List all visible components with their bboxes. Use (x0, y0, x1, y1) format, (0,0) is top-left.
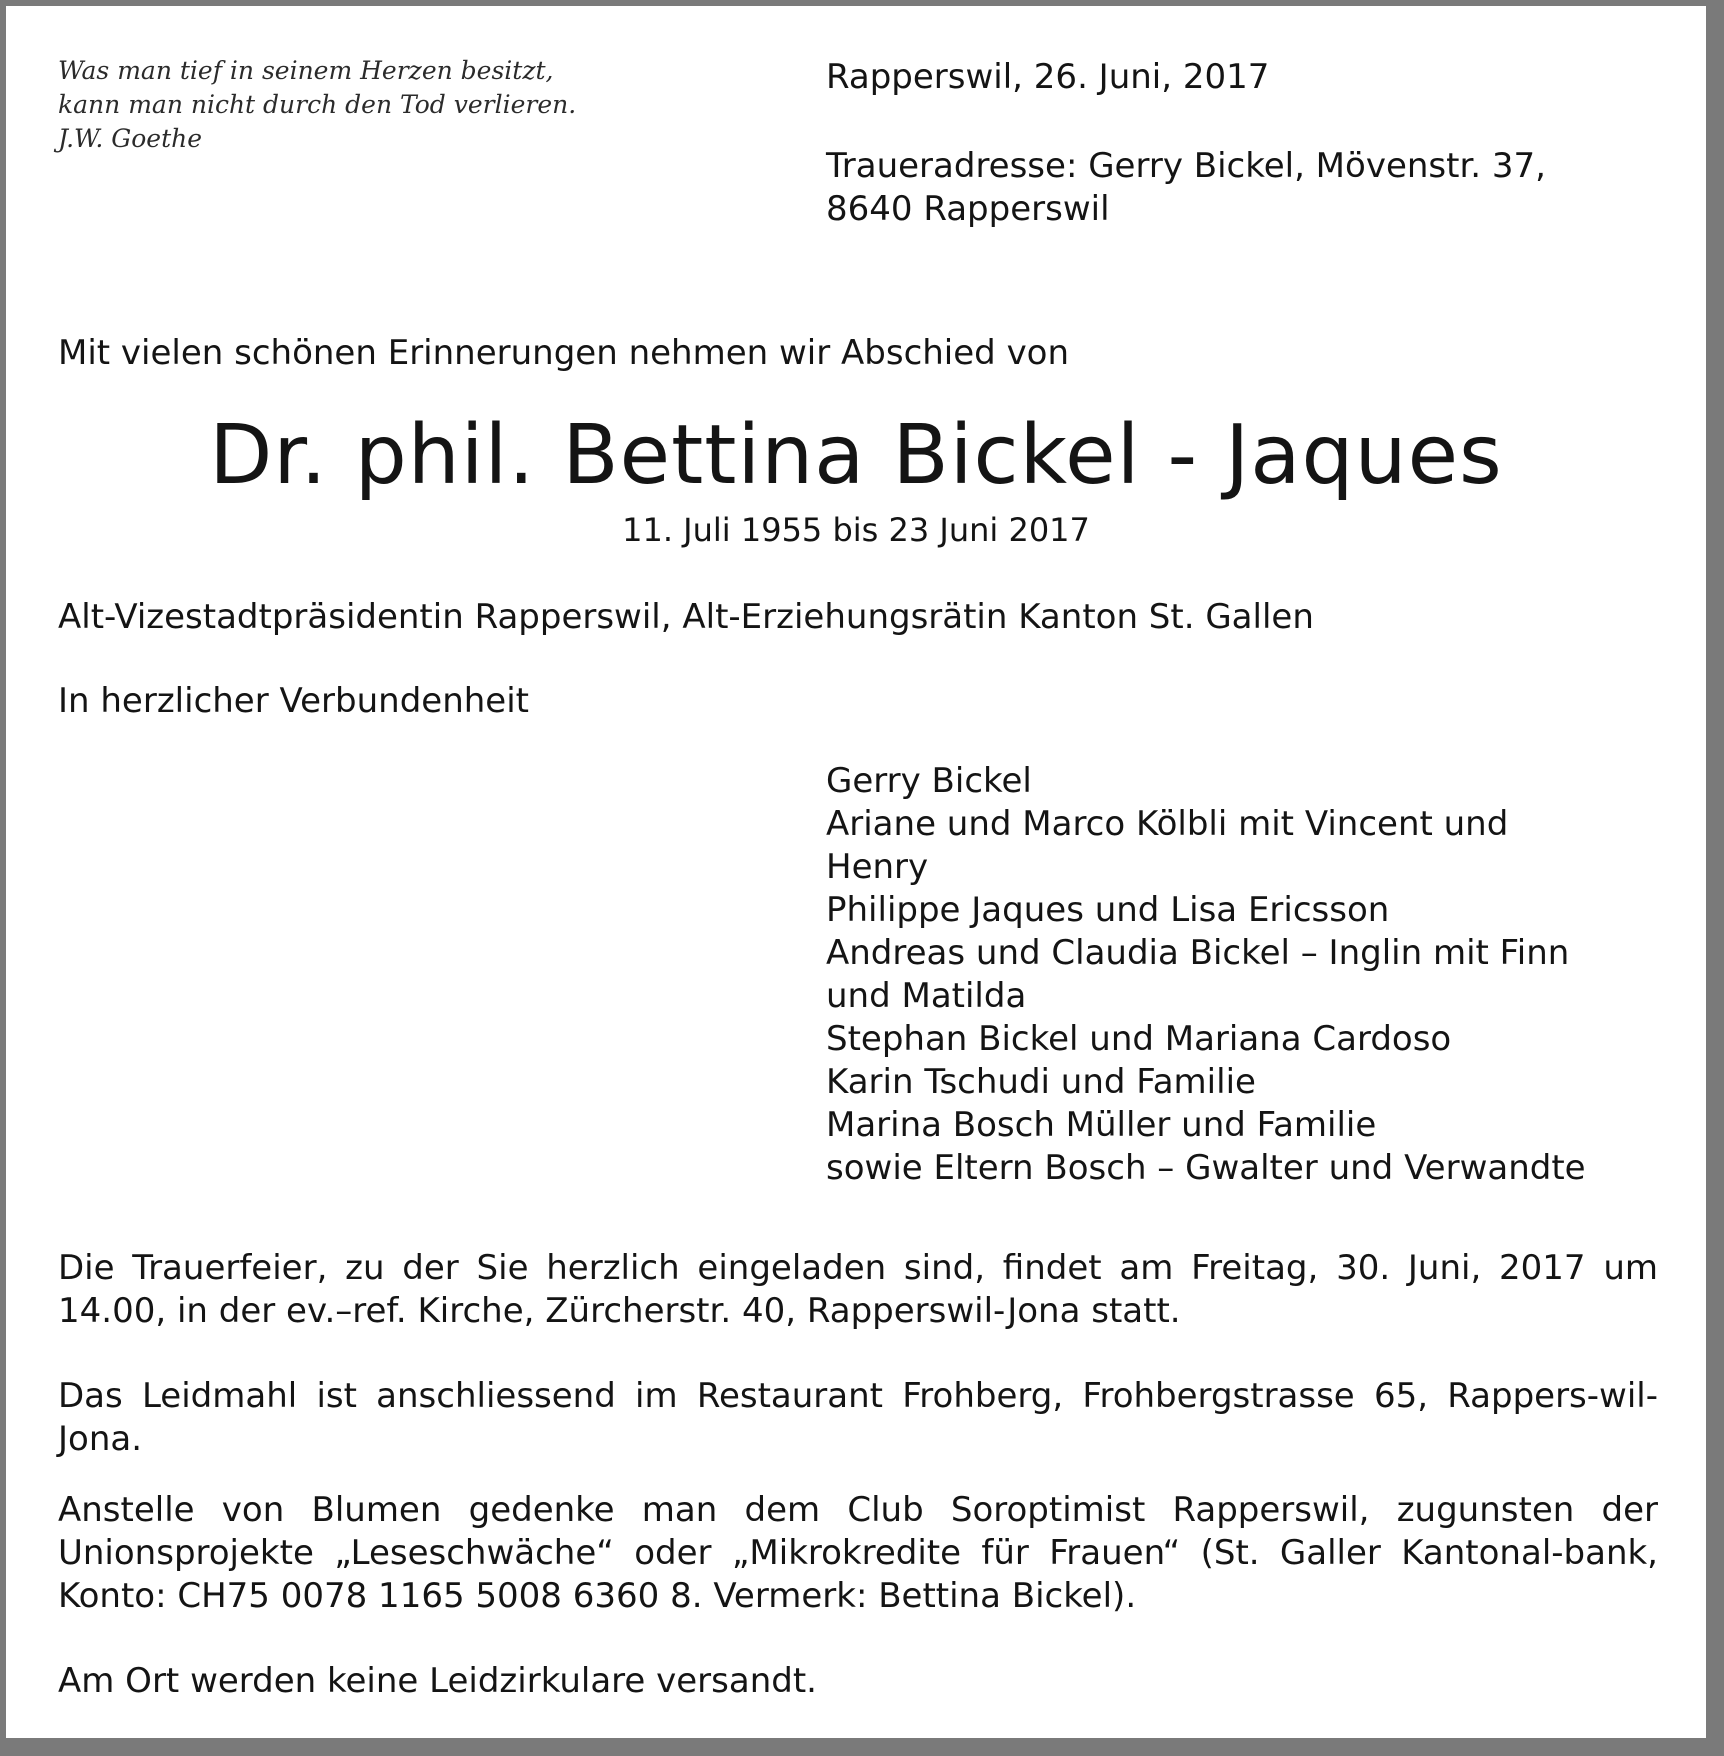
quote-line: kann man nicht durch den Tod verlieren. (58, 90, 577, 119)
closing-greeting: In herzlicher Verbundenheit (58, 681, 530, 721)
mourning-address-line2: 8640 Rapperswil (826, 189, 1110, 229)
ceremony-paragraph: Die Trauerfeier, zu der Sie herzlich eingeladen sind, findet am Freitag, 30. Juni, 2017 um 14.00, in der ev.–ref. Kirche, Zürcherstr. 40, Rapperswil-Jona statt. (58, 1248, 1658, 1331)
life-dates: 11. Juli 1955 bis 23 Juni 2017 (622, 511, 1090, 549)
obituary-notice (6, 6, 1706, 1738)
no-circulars-note: Am Ort werden keine Leidzirkulare versandt. (58, 1661, 817, 1701)
mourning-address-line1: Traueradresse: Gerry Bickel, Mövenstr. 37, (826, 146, 1546, 186)
quote-line: Was man tief in seinem Herzen besitzt, (58, 56, 554, 85)
deceased-name: Dr. phil. Bettina Bickel - Jaques (209, 408, 1503, 503)
farewell-intro: Mit vielen schönen Erinnerungen nehmen wir Abschied von (58, 333, 1070, 373)
signer-line: Henry (826, 847, 929, 887)
funeral-meal-paragraph: Das Leidmahl ist anschliessend im Restaurant Frohberg, Frohbergstrasse 65, Rappers-wil-Jona. (58, 1376, 1658, 1459)
deceased-roles: Alt-Vizestadtpräsidentin Rapperswil, Alt-Erziehungsrätin Kanton St. Gallen (58, 597, 1314, 637)
signer-line: sowie Eltern Bosch – Gwalter und Verwandte (826, 1148, 1586, 1188)
signer-line: Philippe Jaques und Lisa Ericsson (826, 890, 1390, 930)
signer-line: Gerry Bickel (826, 761, 1032, 801)
donation-paragraph: Anstelle von Blumen gedenke man dem Club Soroptimist Rapperswil, zugunsten der Unionsprojekte „Leseschwäche“ oder „Mikrokredite für Frauen“ (St. Galler Kantonal-bank, Konto: CH75 0078 1165 5008 6360 8. Vermerk: Bettina Bickel). (58, 1490, 1658, 1616)
goethe-quote (58, 54, 678, 156)
signer-line: Andreas und Claudia Bickel – Inglin mit Finn (826, 933, 1570, 973)
signer-line: und Matilda (826, 976, 1027, 1016)
signer-line: Karin Tschudi und Familie (826, 1062, 1256, 1102)
quote-author: J.W. Goethe (58, 124, 203, 153)
signer-line: Ariane und Marco Kölbli mit Vincent und (826, 804, 1509, 844)
place-date: Rapperswil, 26. Juni, 2017 (826, 57, 1270, 97)
signers-list (826, 760, 1666, 1190)
signer-line: Marina Bosch Müller und Familie (826, 1105, 1377, 1145)
signer-line: Stephan Bickel und Mariana Cardoso (826, 1019, 1452, 1059)
